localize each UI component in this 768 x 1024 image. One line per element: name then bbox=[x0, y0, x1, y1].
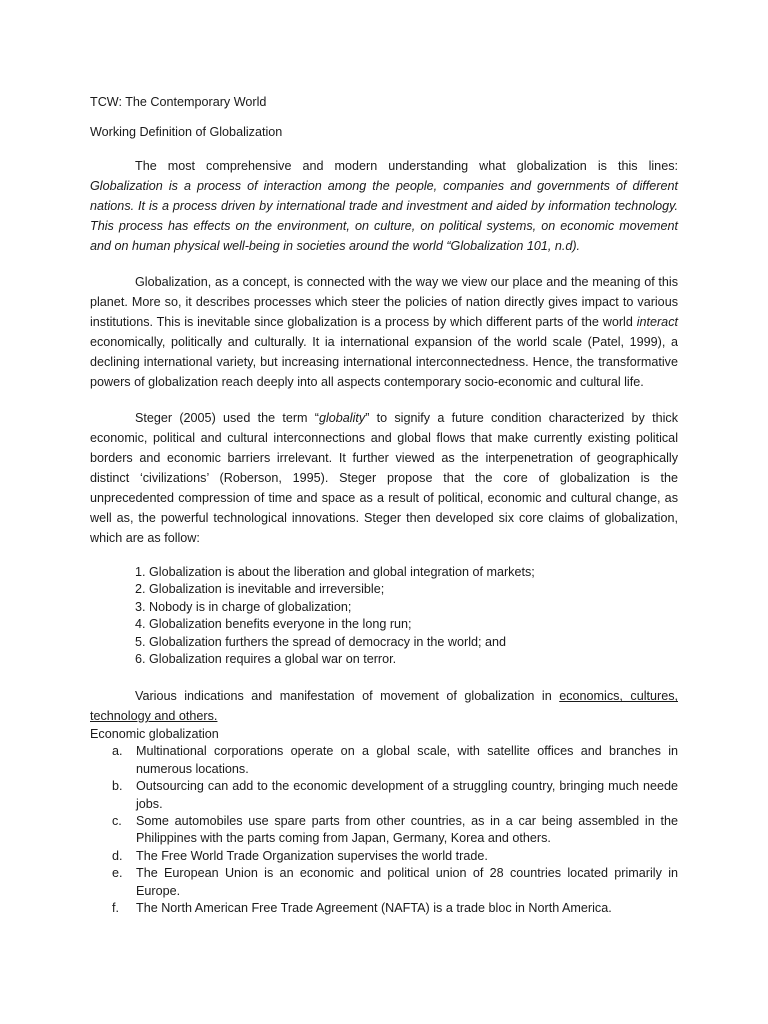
paragraph-concept-emphasis: interact bbox=[636, 315, 678, 329]
paragraph-concept-part1: Globalization, as a concept, is connected with the way we view our place and the meaning of this planet. More so, it describes processes which steer the policies of nation directly gives impact to various institutions. This is inevitable since globalization is a process by which different parts of the world bbox=[90, 275, 678, 329]
document-title: TCW: The Contemporary World bbox=[90, 95, 267, 109]
list-item bbox=[90, 743, 678, 778]
list-item bbox=[90, 900, 678, 917]
paragraph-definition-intro: The most comprehensive and modern understanding what globalization is this lines: bbox=[135, 159, 678, 173]
paragraph-manifestations-underlined: economics, cultures, technology and others. bbox=[90, 689, 678, 724]
list-marker: f. bbox=[112, 901, 119, 916]
list-marker: d. bbox=[112, 848, 123, 863]
paragraph-concept bbox=[90, 272, 678, 392]
list-item: 4. Globalization benefits everyone in the long run; bbox=[135, 617, 412, 632]
list-item bbox=[90, 778, 678, 813]
paragraph-definition-quote: Globalization is a process of interaction among the people, companies and governments of different nations. It is a process driven by international trade and investment and aided by information technology. This process has effects on the environment, on culture, on political systems, on economic movement and on human physical well-being in societies around the world “Globalization 101, n.d). bbox=[90, 179, 678, 253]
economic-globalization-list bbox=[90, 743, 678, 917]
paragraph-steger-emphasis: globality bbox=[318, 411, 366, 425]
list-item-text: The European Union is an economic and political union of 28 countries located primarily in Europe. bbox=[136, 866, 678, 898]
paragraph-definition bbox=[90, 156, 678, 256]
paragraph-manifestations bbox=[90, 686, 678, 726]
list-item bbox=[90, 865, 678, 900]
paragraph-steger bbox=[90, 408, 678, 548]
list-item bbox=[90, 813, 678, 848]
list-item-text: Some automobiles use spare parts from other countries, as in a car being assembled in the Philippines with the parts coming from Japan, Germany, Korea and others. bbox=[136, 814, 678, 846]
list-item-text: The North American Free Trade Agreement (NAFTA) is a trade bloc in North America. bbox=[136, 901, 612, 916]
economic-globalization-heading: Economic globalization bbox=[90, 727, 219, 742]
list-item-text: The Free World Trade Organization supervises the world trade. bbox=[136, 848, 488, 863]
section-subtitle: Working Definition of Globalization bbox=[90, 125, 283, 139]
document-page bbox=[90, 92, 678, 918]
paragraph-concept-part2: economically, politically and culturally. It ia international expansion of the world scale (Patel, 1999), a declining international variety, but increasing international interconnectedness. Hence, the transformative powers of globalization reach deeply into all aspects contemporary socio-economic and cultural life. bbox=[90, 335, 678, 389]
list-item: 6. Globalization requires a global war on terror. bbox=[135, 652, 397, 667]
list-item: 1. Globalization is about the liberation and global integration of markets; bbox=[135, 565, 535, 579]
list-item: 2. Globalization is inevitable and irreversible; bbox=[135, 582, 385, 597]
paragraph-steger-part2: ” to signify a future condition characterized by thick economic, political and cultural interconnections and global flows that make currently existing political borders and economic barriers irrelevant. It further viewed as the interpenetration of geographically distinct ‘civilizations’ (Roberson, 1995). Steger propose that the core of globalization is the unprecedented compression of time and space as a result of political, economic and cultural change, as well as, the powerful technological innovations. Steger then developed six core claims of globalization, which are as follow: bbox=[90, 411, 678, 545]
list-marker: a. bbox=[112, 744, 123, 759]
paragraph-manifestations-part1: Various indications and manifestation of movement of globalization in bbox=[135, 689, 560, 704]
list-marker: e. bbox=[112, 866, 123, 881]
list-item: 5. Globalization furthers the spread of democracy in the world; and bbox=[135, 634, 507, 649]
list-item bbox=[90, 848, 678, 865]
list-marker: c. bbox=[112, 814, 122, 829]
list-item: 3. Nobody is in charge of globalization; bbox=[135, 599, 352, 614]
core-claims-list bbox=[90, 564, 678, 668]
list-item-text: Multinational corporations operate on a global scale, with satellite offices and branches in numerous locations. bbox=[136, 744, 678, 776]
paragraph-steger-part1: Steger (2005) used the term “ bbox=[135, 411, 319, 425]
list-item-text: Outsourcing can add to the economic development of a struggling country, bringing much neede jobs. bbox=[136, 779, 678, 811]
list-marker: b. bbox=[112, 779, 123, 794]
